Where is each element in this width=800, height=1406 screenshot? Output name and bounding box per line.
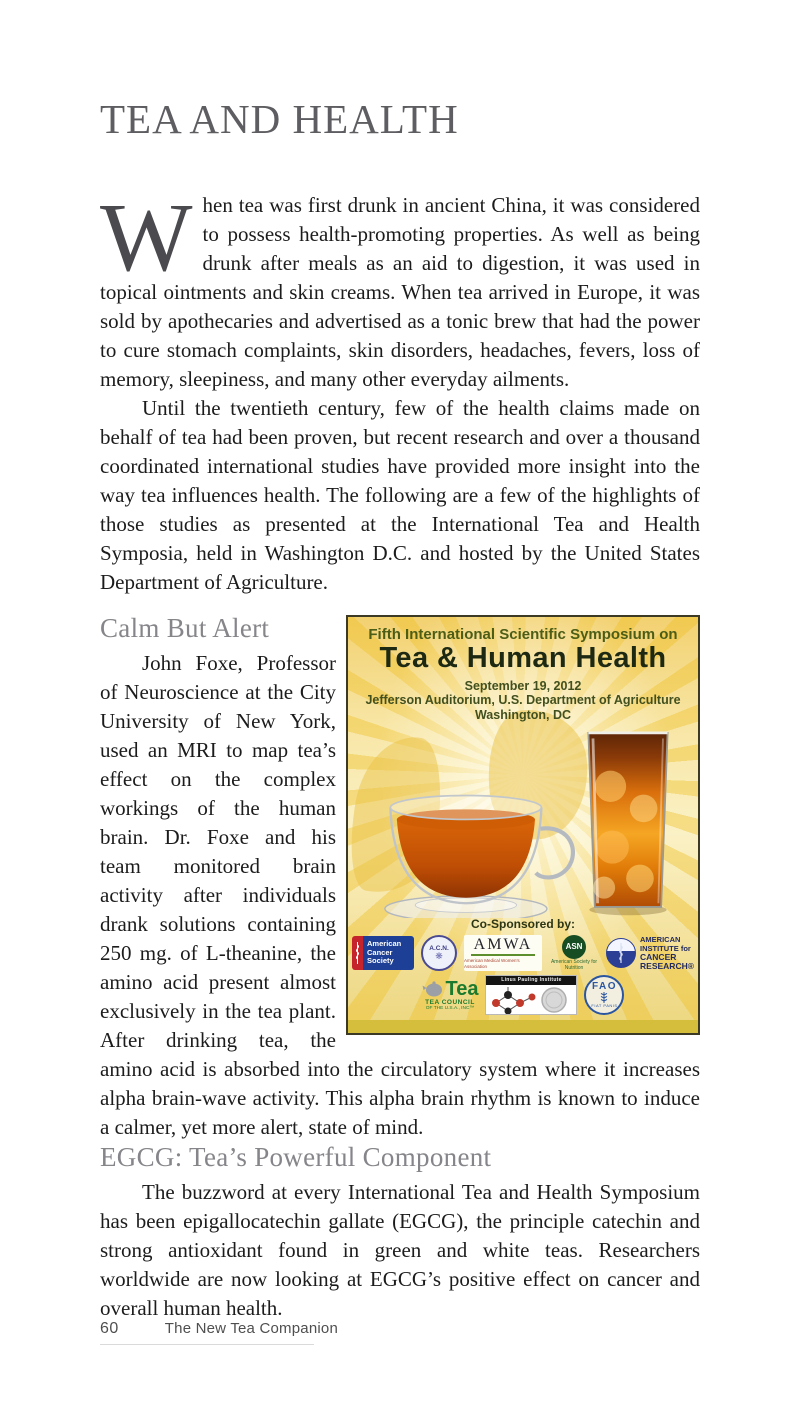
calm-but-alert-section (100, 613, 700, 1142)
american-college-of-nutrition-seal: A.C.N. ❋ (421, 935, 457, 971)
poster-bottom-band (348, 1020, 698, 1033)
page-title: TEA AND HEALTH (100, 96, 459, 142)
sponsor-logos-row-1 (348, 935, 698, 971)
poster-kicker: Fifth International Scientific Symposium on (368, 626, 678, 644)
intro-paragraph-2: Until the twentieth century, few of the health claims made on behalf of tea had been proven, but recent research and over a thousand coordinated international studies have provided more insight into the way tea influences health. The following are a few of the highlights of those studies as presented at the International Tea and Health Symposia, held in Washington D.C. and hosted by the United States Department of Agriculture. (100, 396, 700, 595)
running-book-title: The New Tea Companion (164, 1320, 338, 1337)
teacup-and-iced-tea-illustration (348, 720, 698, 918)
american-cancer-society-logo: American Cancer Society (352, 936, 414, 970)
caduceus-icon (352, 936, 363, 970)
egcg-paragraph: The buzzword at every International Tea and Health Symposium has been epigallocatechin gallate (EGCG), the principle catechin and strong antioxidant found in green and white teas. Researchers worldwide are now looking at EGCG’s positive effect on cancer and overall human health. (100, 1180, 700, 1321)
wheat-icon (599, 992, 609, 1003)
page-footer (100, 1320, 338, 1345)
teapot-icon (422, 980, 444, 997)
book-page (100, 98, 700, 1323)
footer-rule (100, 1344, 314, 1345)
linus-pauling-institute-logo: Linus Pauling Institute (485, 975, 577, 1015)
poster-title: Tea & Human Health (379, 642, 667, 675)
poster-content (348, 617, 698, 1033)
dropcap-w: W (100, 184, 193, 293)
sponsor-logos-row-2 (348, 975, 698, 1015)
amwa-logo: AMWA American Medical Women’s Association (464, 935, 542, 971)
poster-city: Washington, DC (474, 708, 572, 723)
seal-ornament-icon: ❋ (435, 951, 443, 962)
calm-but-alert-heading: Calm But Alert (100, 613, 270, 644)
egcg-heading: EGCG: Tea’s Powerful Component (100, 1142, 492, 1173)
aicr-logo: AMERICAN INSTITUTE for CANCER RESEARCH® (606, 936, 694, 970)
fao-logo: FAO FIAT PANIS (584, 975, 624, 1015)
symposium-poster-image (346, 615, 700, 1035)
poster-date: September 19, 2012 (464, 679, 582, 694)
poster-artwork (348, 722, 698, 918)
poster-venue: Jefferson Auditorium, U.S. Department of Agriculture (365, 693, 681, 708)
intro-paragraph-1 (100, 184, 700, 394)
calm-but-alert-paragraph: John Foxe, Professor of Neuroscience at the City University of New York, used an MRI to map tea’s effect on the complex workings of the human brain. Dr. Foxe and his team monitored brain activity after individuals drank solutions containing 250 mg. of L-theanine, the amino acid present almost exclusively in the tea plant. After drinking tea, the amino acid is absorbed into the circulatory system where it increases alpha brain-wave activity. This alpha brain rhythm is known to induce a calmer, yet more alert, state of mind. (100, 651, 700, 1140)
caduceus-icon (606, 938, 636, 968)
cosponsored-label: Co-Sponsored by: (471, 917, 575, 932)
molecule-and-medal-icon (486, 985, 576, 1015)
intro-paragraph-1-text: hen tea was first drunk in ancient China, it was considered to possess health-promoting properties. As well as being drunk after meals as an aid to digestion, it was used in topical ointments and skin creams. When tea arrived in Europe, it was sold by apothecaries and advertised as a tonic brew that had the power to cure stomach complaints, skin disorders, headaches, fevers, loss of memory, sleepiness, and many other everyday ailments. (100, 193, 700, 392)
asn-logo: ASN American Society for Nutrition (549, 935, 599, 971)
page-number: 60 (100, 1320, 119, 1337)
tea-council-logo: Tea TEA COUNCIL OF THE U.S.A., INC™ (422, 979, 479, 1012)
